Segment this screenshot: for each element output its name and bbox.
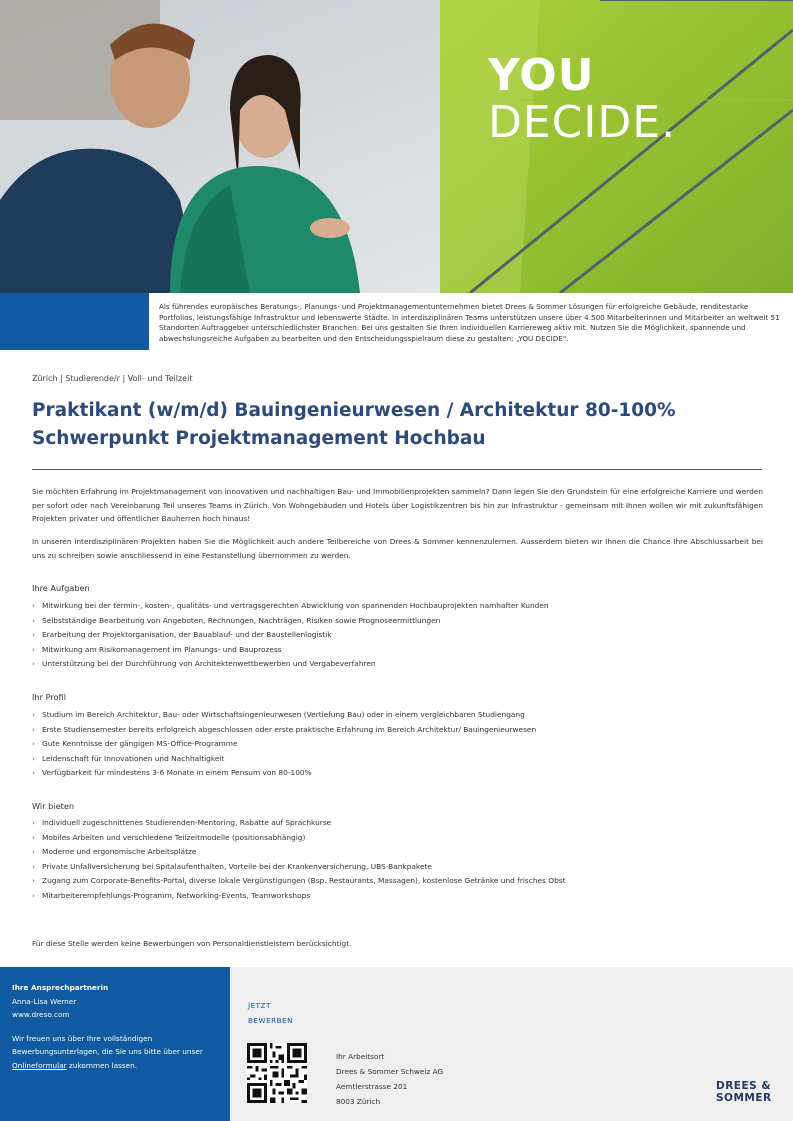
website-link[interactable]: www.dreso.com (12, 1010, 70, 1019)
profile-list (32, 708, 772, 781)
contact-box (0, 967, 230, 1121)
job-title-line-2: Schwerpunkt Projektmanagement Hochbau (32, 428, 486, 449)
list-item: › Studium im Bereich Architektur, Bau- oder Wirtschaftsingenieurwesen (Vertiefung Bau) oder in einem vergleichbaren Studiengang (32, 708, 772, 723)
apply-now-link[interactable] (248, 998, 293, 1028)
qr-code-icon[interactable] (247, 1043, 307, 1103)
list-item: › Private Unfallversicherung bei Spitalaufenthalten, Vorteile bei der Krankenversicherung, UBS-Bankpakete (32, 860, 772, 875)
workplace-heading: Ihr Arbeitsort (336, 1052, 385, 1061)
list-item: › Mitwirkung am Risikomanagement im Planungs- und Bauprozess (32, 643, 772, 658)
list-item: › Leidenschaft für Innovationen und Nachhaltigkeit (32, 752, 772, 767)
contact-text-3 (12, 1059, 230, 1073)
offer-title: Wir bieten (32, 801, 75, 811)
list-item: › Unterstützung bei der Durchführung von Architektenwettbewerben und Vergabeverfahren (32, 657, 772, 672)
intro-text: Als führendes europäisches Beratungs-, Planungs- und Projektmanagementunternehmen bietet Drees & Sommer Lösungen für erfolgreiche Gebäude, renditestarke Portfolios, leistungsfähige Infrastruktur und lebenswerte Städte. In interdisziplinären Teams unterstützen unsere über 4.500 Mitarbeiterinnen und Mitarbeiter an weltweit 51 Standorten Auftraggeber unterschiedlichster Branchen. Bei uns gestalten Sie Ihren individuellen Karriereweg aktiv mit. Nutzen Sie die Möglichkeit, spannende und abwechslungsreiche Aufgaben zu bearbeiten und den Entscheidungsspielraum diese zu gestalten: „YOU DECIDE“. (159, 302, 780, 343)
hero-slogan (488, 50, 677, 148)
job-title-line-1: Praktikant (w/m/d) Bauingenieurwesen / Architektur 80-100% (32, 400, 676, 421)
contact-name: Anna-Lisa Werner (12, 996, 77, 1006)
agency-note: Für diese Stelle werden keine Bewerbungen von Personaldienstleistern berücksichtigt. (32, 939, 352, 948)
tasks-title: Ihre Aufgaben (32, 583, 90, 593)
logo-line-2: SOMMER (716, 1092, 772, 1104)
workplace-city: 8003 Zürich (336, 1097, 381, 1106)
workplace-street: Aemtlerstrasse 201 (336, 1082, 408, 1091)
hero-banner (0, 0, 793, 293)
list-item: › Zugang zum Corporate-Benefits-Portal, diverse lokale Vergünstigungen (Bsp. Restaurants, Massagen), kostenlose Getränke und frisches Obst (32, 874, 772, 889)
list-item: › Erste Studiensemester bereits erfolgreich abgeschlossen oder erste praktische Erfahrung im Bereich Architektur/ Bauingenieurwesen (32, 723, 772, 738)
list-item: › Gute Kenntnisse der gängigen MS-Office-Programme (32, 737, 772, 752)
list-item: › Mobiles Arbeiten und verschiedene Teilzeitmodelle (positionsabhängig) (32, 831, 772, 846)
list-item: › Erarbeitung der Projektorganisation, der Bauablauf- und der Baustellenlogistik (32, 628, 772, 643)
profile-title: Ihr Profil (32, 692, 66, 702)
tasks-list (32, 599, 772, 672)
contact-text-1: Wir freuen uns über Ihre vollständigen (12, 1033, 153, 1043)
job-paragraph-2: In unseren interdisziplinären Projekten haben Sie die Möglichkeit auch andere Teilbereiche von Drees & Sommer kennenzulernen. Ausserdem bieten wir Ihnen die Chance Ihre Abschlussarbeit bei uns zu schreiben sowie anschliessend in eine Festanstellung übernommen zu werden. (32, 537, 763, 560)
contact-text-3-rest: zukommen lassen. (66, 1060, 138, 1070)
logo-line-1: DREES & (716, 1080, 772, 1092)
list-item: › Selbstständige Bearbeitung von Angeboten, Rechnungen, Nachträgen, Risiken sowie Prognoseermittlungen (32, 614, 772, 629)
divider (32, 469, 762, 470)
job-paragraph-1: Sie möchten Erfahrung im Projektmanagement von innovativen und nachhaltigen Bau- und Immobilienprojekten sammeln? Dann legen Sie den Grundstein für eine erfolgreiche Karriere und werden per sofort oder nach Vereinbarung Teil unseres Teams in Zürich. Von Wohngebäuden und Hotels über Logistikzentren bis hin zur Infrastruktur - gemeinsam mit Ihnen wollen wir mit zukunftsfähigen Projekten privater und öffentlicher Bauherren hoch hinaus! (32, 487, 763, 523)
list-item: › Individuell zugeschnittenes Studierenden-Mentoring, Rabatte auf Sprachkurse (32, 816, 772, 831)
contact-text-2: Bewerbungsunterlagen, die Sie uns bitte über unser (12, 1047, 203, 1056)
intro-accent-block (0, 293, 149, 350)
list-item: › Moderne und ergonomische Arbeitsplätze (32, 845, 772, 860)
apply-line-1: JETZT (248, 1001, 271, 1010)
job-title (32, 397, 772, 453)
online-form-link[interactable]: Onlineformular (12, 1060, 67, 1070)
slogan-line-1: YOU (488, 50, 595, 101)
job-meta: Zürich | Studierende/r | Voll- und Teilzeit (32, 374, 193, 383)
list-item: › Mitarbeiterempfehlungs-Programm, Networking-Events, Teamworkshops (32, 889, 772, 904)
list-item: › Mitwirkung bei der termin-, kosten-, qualitäts- und vertragsgerechten Abwicklung von spannenden Hochbauprojekten namhafter Kunden (32, 599, 772, 614)
list-item: › Verfügbarkeit für mindestens 3-6 Monate in einem Pensum von 80-100% (32, 766, 772, 781)
apply-line-2: BEWERBEN (248, 1016, 293, 1025)
contact-heading: Ihre Ansprechpartnerin (12, 983, 109, 992)
slogan-line-2: DECIDE. (488, 97, 677, 148)
workplace-address (336, 1049, 443, 1109)
workplace-company: Drees & Sommer Schweiz AG (336, 1067, 444, 1076)
company-logo (716, 1080, 772, 1104)
offer-list (32, 816, 772, 904)
